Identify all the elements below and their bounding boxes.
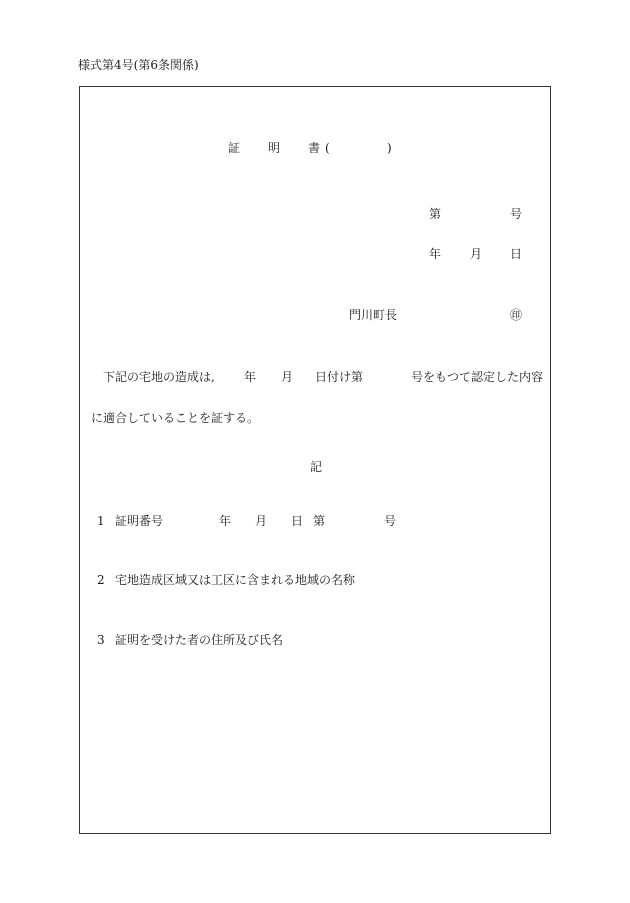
date-month: 月 [470,247,483,261]
item-3-label: 証明を受けた者の住所及び氏名 [115,633,284,647]
body-line-2: に適合していることを証する。 [91,411,260,425]
date-day: 日 [510,247,523,261]
item-1-go: 号 [384,514,397,528]
item-1-number: 1 [97,514,105,528]
date-year: 年 [429,247,442,261]
ki-heading: 記 [310,460,323,474]
title-paren-close: ) [387,141,392,155]
seal-mark: ㊞ [510,308,523,322]
title-paren-open: ( [325,141,330,155]
item-1-year: 年 [219,514,232,528]
number-go: 号 [510,207,523,221]
body-month: 月 [281,370,294,384]
item-2-number: 2 [97,573,105,587]
body-tail: 号をもつて認定した内容 [411,370,544,384]
item-1-month: 月 [255,514,268,528]
title-char-2: 明 [268,141,281,155]
item-1-label: 証明番号 [115,514,164,528]
number-dai: 第 [429,207,442,221]
item-1-day: 日 [291,514,304,528]
issuer-name: 門川町長 [349,308,398,322]
title-char-3: 書 [308,141,321,155]
body-lead: 下記の宅地の造成は, [103,370,215,384]
body-year: 年 [244,370,257,384]
body-day-dai: 日付け第 [315,370,364,384]
form-number: 様式第4号(第6条関係) [78,58,199,72]
item-1-dai: 第 [313,514,326,528]
item-2-label: 宅地造成区域又は工区に含まれる地域の名称 [115,573,356,587]
item-3-number: 3 [97,633,105,647]
title-char-1: 証 [228,141,241,155]
